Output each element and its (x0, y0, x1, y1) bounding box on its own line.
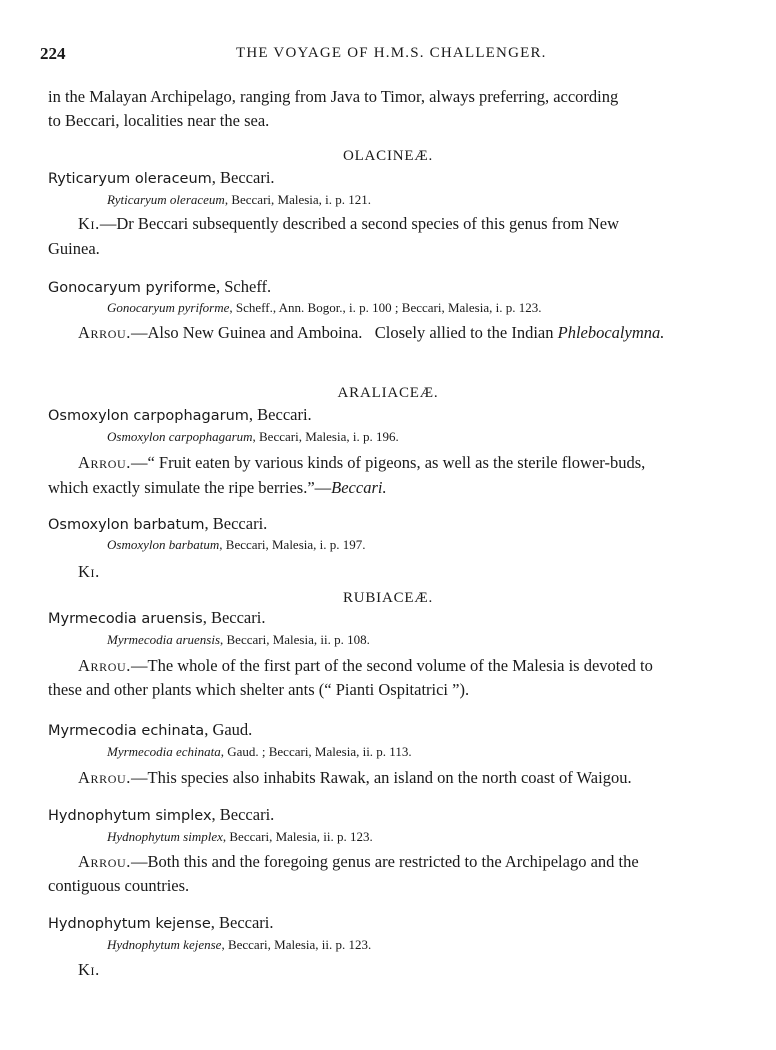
family-heading-olacineae: OLACINEÆ. (342, 148, 434, 164)
intro-line-1: in the Malayan Archipelago, ranging from Java to Timor, always preferring, according (48, 87, 619, 106)
reference-name: Hydnophytum kejense (107, 937, 222, 952)
locality-label: Arrou. (78, 323, 131, 342)
locality-note-cont: which exactly simulate the ripe berries.”—Beccari. (48, 478, 387, 497)
reference-line: Myrmecodia aruensis, Beccari, Malesia, ii. p. 108. (107, 632, 370, 647)
family-heading-araliaceae: ARALIACEÆ. (337, 385, 439, 401)
reference-line: Myrmecodia echinata, Gaud. ; Beccari, Malesia, ii. p. 113. (107, 744, 412, 759)
species-author: , Gaud. (204, 720, 253, 739)
species-author: , Beccari. (248, 405, 312, 424)
species-name: Osmoxylon barbatum (48, 517, 205, 533)
locality-note-cont: contiguous countries. (48, 876, 190, 895)
reference-name: Osmoxylon barbatum (107, 537, 220, 552)
locality-note: Arrou.—Both this and the foregoing genus are restricted to the Archipelago and the (78, 852, 639, 871)
reference-line: Ryticaryum oleraceum, Beccari, Malesia, i. p. 121. (107, 192, 372, 207)
species-author: , Scheff. (216, 277, 272, 296)
species-entry-hydnophytum-kejense (48, 913, 274, 933)
locality-label: Ki. (78, 214, 100, 233)
locality-note: Arrou.—The whole of the first part of the second volume of the Malesia is devoted to (78, 656, 653, 675)
reference-name: Myrmecodia aruensis (107, 632, 221, 647)
species-author: , Beccari. (210, 913, 274, 932)
species-name: Hydnophytum kejense (48, 916, 211, 932)
reference-name: Ryticaryum oleraceum (107, 192, 225, 207)
species-name: Gonocaryum pyriforme (48, 280, 216, 296)
reference-name: Myrmecodia echinata (107, 744, 221, 759)
species-entry-osmoxylon-barbatum (48, 514, 267, 534)
species-author: , Beccari. (211, 805, 275, 824)
species-entry-myrmecodia-echinata (48, 720, 252, 740)
page-number: 224 (40, 44, 66, 63)
species-entry-hydnophytum-simplex (48, 805, 274, 825)
species-author: , Beccari. (204, 514, 268, 533)
locality-note: Arrou.—This species also inhabits Rawak, an island on the north coast of Waigou. (78, 768, 632, 787)
locality-note: Ki.—Dr Beccari subsequently described a second species of this genus from New (78, 214, 619, 233)
locality-label: Arrou. (78, 852, 131, 871)
species-name: Hydnophytum simplex (48, 808, 212, 824)
reference-name: Hydnophytum simplex (107, 829, 223, 844)
family-heading-rubiaceae: RUBIACEÆ. (342, 590, 434, 606)
species-name: Osmoxylon carpophagarum (48, 408, 249, 424)
species-author: , Beccari. (202, 608, 266, 627)
locality-label: Arrou. (78, 768, 131, 787)
intro-line-2: to Beccari, localities near the sea. (48, 111, 270, 130)
species-entry-gonocaryum (48, 277, 271, 297)
locality-label: Arrou. (78, 453, 131, 472)
locality-note: Arrou.—“ Fruit eaten by various kinds of pigeons, as well as the sterile flower-buds, (78, 453, 646, 472)
locality-note (78, 960, 100, 980)
reference-name: Gonocaryum pyriforme (107, 300, 230, 315)
locality-note-cont: Guinea. (48, 239, 100, 258)
species-name: Myrmecodia aruensis (48, 611, 203, 627)
species-entry-osmoxylon-carpophagarum (48, 405, 312, 425)
locality-label: Ki. (78, 960, 100, 979)
reference-line: Osmoxylon carpophagarum, Beccari, Malesia, i. p. 196. (107, 429, 399, 444)
locality-note (78, 562, 100, 582)
locality-label: Arrou. (78, 656, 131, 675)
species-entry-myrmecodia-aruensis (48, 608, 265, 628)
locality-label: Ki. (78, 562, 100, 581)
species-name: Myrmecodia echinata (48, 723, 205, 739)
running-title: THE VOYAGE OF H.M.S. CHALLENGER. (236, 45, 547, 61)
reference-name: Osmoxylon carpophagarum (107, 429, 253, 444)
reference-line: Osmoxylon barbatum, Beccari, Malesia, i. p. 197. (107, 537, 366, 552)
reference-line: Gonocaryum pyriforme, Scheff., Ann. Bogor., i. p. 100 ; Beccari, Malesia, i. p. 123. (107, 300, 542, 315)
reference-line: Hydnophytum kejense, Beccari, Malesia, ii. p. 123. (107, 937, 372, 952)
reference-line: Hydnophytum simplex, Beccari, Malesia, ii. p. 123. (107, 829, 373, 844)
locality-note-cont: these and other plants which shelter ants (“ Pianti Ospitatrici ”). (48, 680, 470, 699)
species-entry-ryticaryum (48, 168, 275, 188)
species-name: Ryticaryum oleraceum (48, 171, 212, 187)
species-author: , Beccari. (211, 168, 275, 187)
locality-note: Arrou.—Also New Guinea and Amboina. Closely allied to the Indian Phlebocalymna. (78, 323, 665, 342)
